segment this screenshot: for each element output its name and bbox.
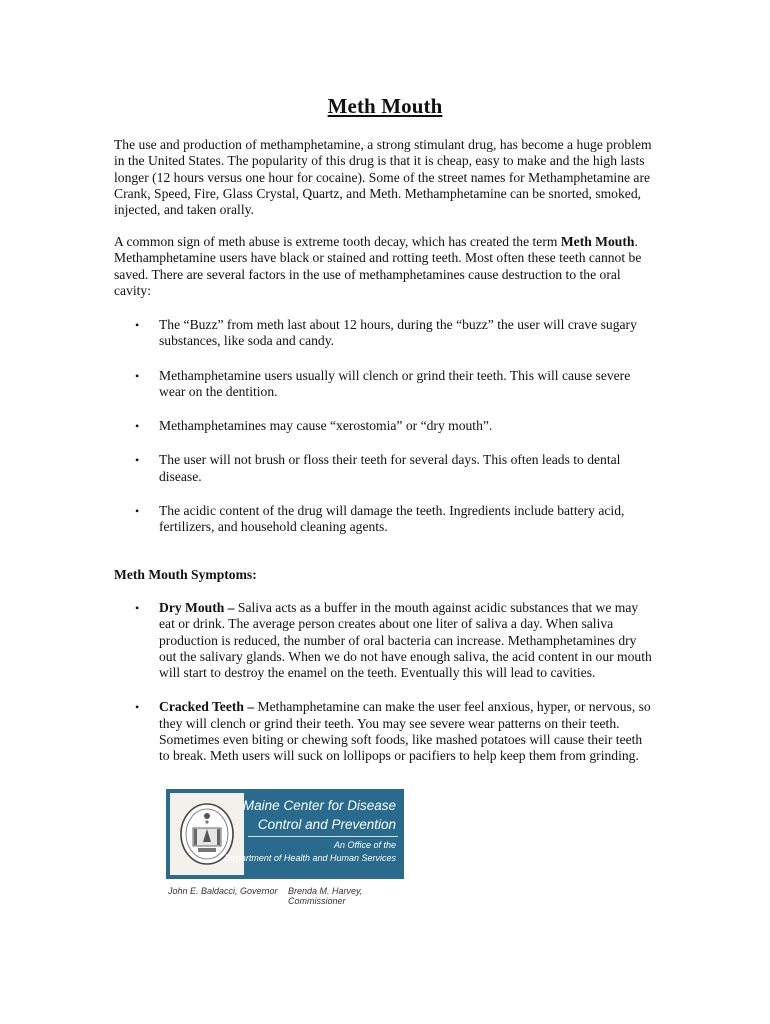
list-item-text: The acidic content of the drug will damage the teeth. Ingredients include battery acid, fertilizers, and household cleaning agents. xyxy=(159,503,625,535)
list-item-text: The “Buzz” from meth last about 12 hours, during the “buzz” the user will crave sugary substances, like soda and candy. xyxy=(159,317,637,349)
list-item-text: The user will not brush or floss their teeth for several days. This often leads to dental disease. xyxy=(159,452,621,484)
symptom-term: Cracked Teeth – xyxy=(159,699,255,715)
logo-line-3: An Office of the xyxy=(333,840,396,850)
bullet-icon: • xyxy=(135,601,140,615)
governor-label: John E. Baldacci, Governor xyxy=(168,886,278,896)
symptom-text: Methamphetamine can make the user feel anxious, hyper, or nervous, so they will clench or grind their teeth. You may see severe wear patterns on their teeth. Sometimes even biting or chewing soft foods, like mashed potatoes will cause their teeth to break. Meth users will suck on lollipops or pacifiers to help keep them from grinding. xyxy=(159,699,651,764)
bullet-icon: • xyxy=(135,419,140,434)
bullet-icon: • xyxy=(135,368,140,383)
symptom-text: Saliva acts as a buffer in the mouth against acidic substances that we may eat or drink. The average person creates about one liter of saliva a day. When saliva production is reduced, the number of oral bacteria can increase. Methamphetamines dry out the salivary glands. When we do not have enough saliva, the acid content in our mouth will start to destroy the enamel on the teeth. Eventually this will lead to cavities. xyxy=(159,600,652,681)
list-item xyxy=(114,368,654,401)
meth-mouth-paragraph xyxy=(114,234,654,299)
meth-mouth-term: Meth Mouth xyxy=(560,234,635,249)
symptoms-list xyxy=(114,600,654,783)
factors-list xyxy=(114,317,654,554)
logo-line-1: Maine Center for Disease xyxy=(242,798,396,813)
logo-line-2: Control and Prevention xyxy=(257,817,396,832)
commissioner-label: Brenda M. Harvey, Commissioner xyxy=(288,886,363,906)
page-title: Meth Mouth xyxy=(327,94,443,118)
list-item xyxy=(114,503,654,536)
list-item xyxy=(114,452,654,485)
maine-cdc-logo xyxy=(166,789,404,905)
list-item xyxy=(114,699,654,764)
logo-line-4: Department of Health and Human Services xyxy=(224,853,396,863)
bullet-icon: • xyxy=(135,700,140,715)
symptom-term: Dry Mouth – xyxy=(159,600,235,615)
logo-divider xyxy=(248,836,398,837)
list-item xyxy=(114,317,654,350)
paragraph-text-after: . Methamphetamine users have black or stained and rotting teeth. Most often these teeth cannot be saved. There are several factors in the use of methamphetamines cause destruction to the oral cavity: xyxy=(114,234,642,298)
logo-banner xyxy=(166,789,404,879)
bullet-icon: • xyxy=(135,453,140,468)
symptoms-heading: Meth Mouth Symptoms: xyxy=(114,567,257,582)
paragraph-text-before: A common sign of meth abuse is extreme tooth decay, which has created the term xyxy=(114,234,561,249)
list-item-text: Methamphetamines may cause “xerostomia” or “dry mouth”. xyxy=(159,418,493,434)
bullet-icon: • xyxy=(135,318,140,332)
list-item-text: Methamphetamine users usually will clench or grind their teeth. This will cause severe wear on the dentition. xyxy=(159,367,631,399)
list-item xyxy=(114,600,654,681)
intro-paragraph: The use and production of methamphetamine, a strong stimulant drug, has become a huge problem in the United States. The popularity of this drug is that it is cheap, easy to make and the high lasts longer (12 hours versus one hour for cocaine). Some of the street names for Methamphetamine are Crank, Speed, Fire, Glass Crystal, Quartz, and Meth. Methamphetamine can be snorted, smoked, injected, and taken orally. xyxy=(114,137,652,218)
list-item xyxy=(114,418,654,434)
bullet-icon: • xyxy=(135,504,140,519)
